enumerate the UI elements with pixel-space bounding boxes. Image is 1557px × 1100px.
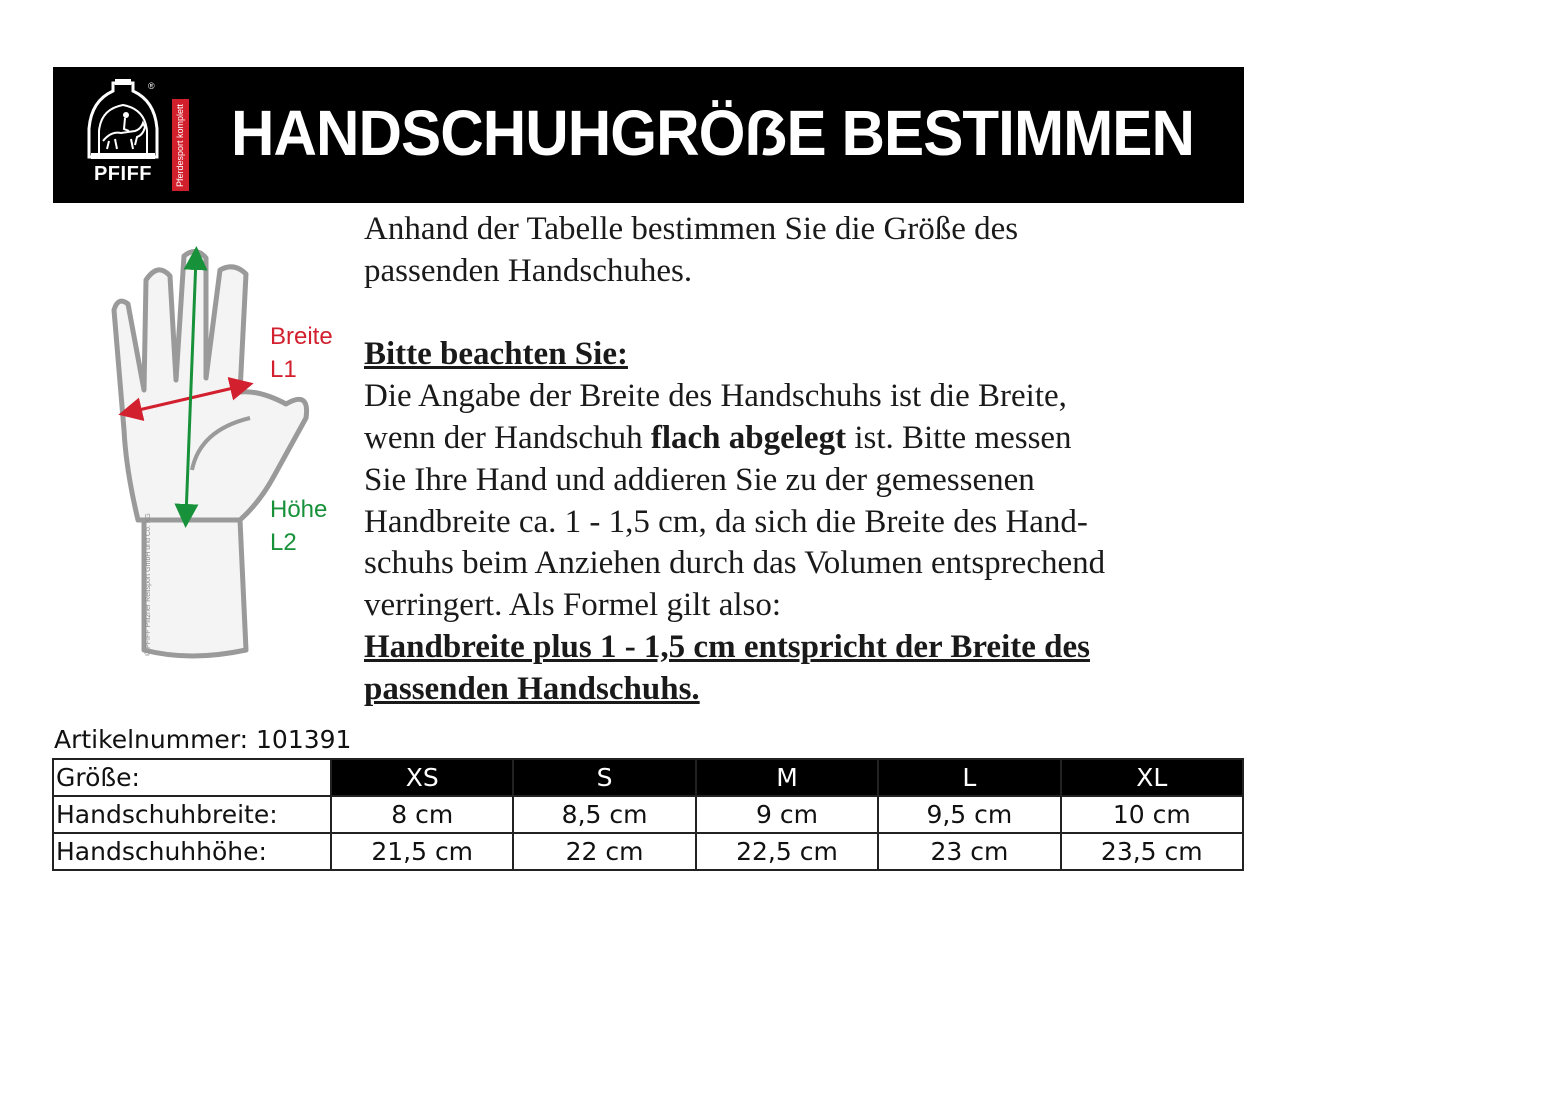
size-cell: XS (331, 759, 513, 796)
table-cell: 10 cm (1061, 796, 1243, 833)
size-cell: L (878, 759, 1060, 796)
width-label: Breite (270, 323, 333, 350)
registered-mark: ® (148, 81, 155, 91)
note-line-1: Die Angabe der Breite des Handschuhs ist die Breite, (364, 378, 1067, 415)
height-code: L2 (270, 529, 297, 556)
formula-line-1: Handbreite plus 1 - 1,5 cm entspricht der Breite des (364, 628, 1090, 665)
page-title: HANDSCHUHGRÖẞE BESTIMMEN (231, 97, 1195, 169)
width-code: L1 (270, 356, 297, 383)
article-number: Artikelnummer: 101391 (54, 725, 352, 754)
note-line-4: Handbreite ca. 1 - 1,5 cm, da sich die Breite des Hand- (364, 503, 1088, 540)
table-cell: 23,5 cm (1061, 833, 1243, 870)
logo-brand-text: PFIFF (93, 163, 153, 185)
header-banner (53, 67, 1244, 203)
hand-measurement-illustration (100, 240, 350, 670)
intro-line-2: passenden Handschuhes. (364, 252, 693, 289)
table-cell: 9,5 cm (878, 796, 1060, 833)
table-row-width (53, 796, 1243, 833)
copyright-note: © PFIFF Pfitzner Reitsport GmbH und Co. KG (145, 513, 152, 656)
table-cell: 9 cm (696, 796, 878, 833)
size-cell: M (696, 759, 878, 796)
stirrup-rider-icon (85, 79, 165, 165)
note-line-3: Sie Ihre Hand und addieren Sie zu der gemessenen (364, 461, 1035, 498)
logo-tagline: Pferdesport komplett (172, 99, 189, 191)
table-cell: 22,5 cm (696, 833, 878, 870)
table-cell: 8 cm (331, 796, 513, 833)
formula-line-2: passenden Handschuhs. (364, 670, 700, 707)
row-label: Größe: (53, 759, 331, 796)
note-line-5: schuhs beim Anziehen durch das Volumen entsprechend (364, 545, 1106, 582)
pfiff-logo (85, 79, 195, 191)
table-cell: 23 cm (878, 833, 1060, 870)
table-cell: 21,5 cm (331, 833, 513, 870)
instructions-text (364, 209, 1244, 711)
hand-outline-icon (100, 240, 350, 670)
table-row-size (53, 759, 1243, 796)
size-cell: S (513, 759, 695, 796)
table-row-height (53, 833, 1243, 870)
size-cell: XL (1061, 759, 1243, 796)
table-cell: 8,5 cm (513, 796, 695, 833)
table-cell: 22 cm (513, 833, 695, 870)
note-line-6: verringert. Als Formel gilt also: (364, 587, 782, 624)
row-label: Handschuhbreite: (53, 796, 331, 833)
row-label: Handschuhhöhe: (53, 833, 331, 870)
note-heading: Bitte beachten Sie: (364, 336, 628, 373)
intro-line-1: Anhand der Tabelle bestimmen Sie die Größe des (364, 211, 1019, 247)
size-table (52, 758, 1244, 871)
height-label: Höhe (270, 496, 328, 523)
flat-emphasis: flach abgelegt (650, 419, 847, 456)
note-line-2: wenn der Handschuh flach abgelegt ist. Bitte messen (364, 419, 1072, 456)
